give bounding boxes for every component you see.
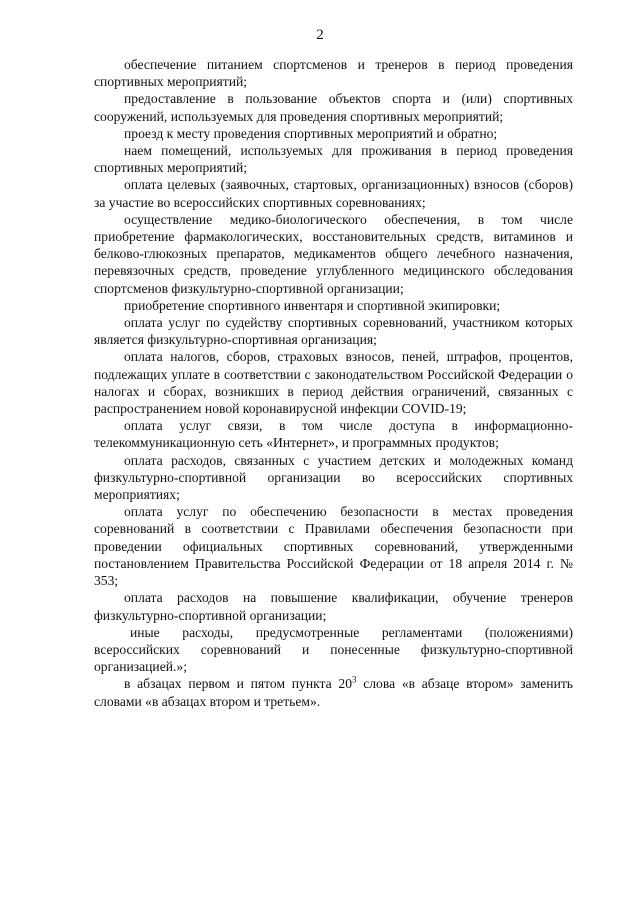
paragraph: наем помещений, используемых для проживания в период проведения спортивных мероприятий; xyxy=(94,143,573,176)
paragraph: приобретение спортивного инвентаря и спортивной экипировки; xyxy=(124,297,501,313)
paragraph: оплата расходов на повышение квалификации, обучение тренеров физкультурно-спортивной организации; xyxy=(94,590,573,623)
paragraph: оплата услуг связи, в том числе доступа в информационно-телекоммуникационную сеть «Интернет», и программных продуктов; xyxy=(94,418,573,451)
final-paragraph xyxy=(94,675,573,709)
paragraph: оплата целевых (заявочных, стартовых, организационных) взносов (сборов) за участие во всероссийских спортивных соревнованиях; xyxy=(94,177,573,210)
paragraph: оплата расходов, связанных с участием детских и молодежных команд физкультурно-спортивной организации во всероссийских спортивных мероприятиях; xyxy=(94,452,573,503)
paragraph: оплата услуг по обеспечению безопасности в местах проведения соревнований в соответствии с Правилами обеспечения безопасности при проведении официальных спортивных соревнований, утвержденными постановлением Правительства Российской Федерации от 18 апреля 2014 г. № 353; xyxy=(94,504,573,589)
paragraph: оплата налогов, сборов, страховых взносов, пеней, штрафов, процентов, подлежащих уплате в соответствии с законодательством Российской Федерации о налогах и сборах, возникших в период действия ограничений, связанных с распространением новой коронавирусной инфекции COVID-19; xyxy=(94,349,573,417)
paragraph: предоставление в пользование объектов спорта и (или) спортивных сооружений, используемых для проведения спортивных мероприятий; xyxy=(94,91,573,124)
paragraph: обеспечение питанием спортсменов и тренеров в период проведения спортивных мероприятий; xyxy=(94,57,573,90)
paragraph: осуществление медико-биологического обеспечения, в том числе приобретение фармакологических, восстановительных средств, витаминов и белково-глюкозных препаратов, медикаментов общего лечебного назначения, перевязочных средств, проведение углубленного медицинского обследования спортсменов физкультурно-спортивной организации; xyxy=(94,211,573,296)
paragraph: оплата услуг по судейству спортивных соревнований, участником которых является физкультурно-спортивная организация; xyxy=(94,315,573,348)
paragraph: иные расходы, предусмотренные регламентами (положениями) всероссийских соревнований и понесенные физкультурно-спортивной организацией.»; xyxy=(94,624,573,675)
paragraph: проезд к месту проведения спортивных мероприятий и обратно; xyxy=(124,125,498,141)
superscript: 3 xyxy=(352,674,357,685)
final-paragraph-text-before: в абзацах первом и пятом пункта 20 xyxy=(124,676,352,692)
final-paragraph-text-after: слова «в абзаце втором» заменить словами «в абзацах втором и третьем». xyxy=(94,676,573,709)
document-body xyxy=(94,56,573,710)
page-number: 2 xyxy=(316,27,324,43)
